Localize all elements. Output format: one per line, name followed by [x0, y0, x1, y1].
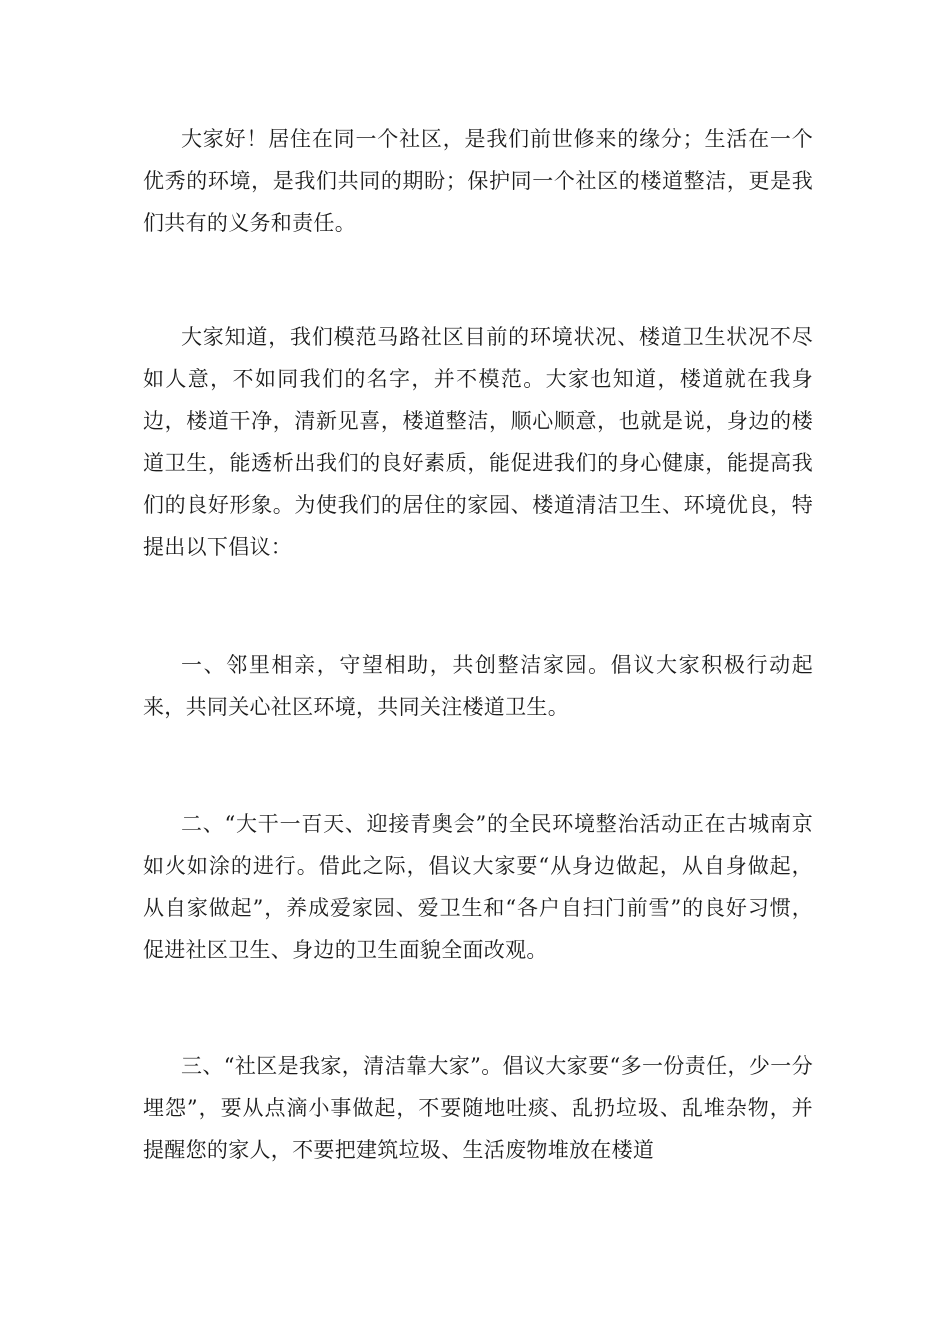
- paragraph-greeting: 大家好！居住在同一个社区，是我们前世修来的缘分；生活在一个优秀的环境，是我们共同的期盼；保护同一个社区的楼道整洁，更是我们共有的义务和责任。: [143, 127, 813, 235]
- paragraph-proposal-3: 三、“社区是我家，清洁靠大家”。倡议大家要“多一份责任，少一分埋怨”，要从点滴小事做起，不要随地吐痰、乱扔垃圾、乱堆杂物，并提醒您的家人，不要把建筑垃圾、生活废物堆放在楼道: [143, 1054, 813, 1162]
- paragraph-proposal-2: 二、“大干一百天、迎接青奥会”的全民环境整治活动正在古城南京如火如涂的进行。借此之际，倡议大家要“从身边做起，从自身做起，从自家做起”，养成爱家园、爱卫生和“各户自扫门前雪”的良好习惯，促进社区卫生、身边的卫生面貌全面改观。: [143, 812, 813, 962]
- paragraph-proposal-1: 一、邻里相亲，守望相助，共创整洁家园。倡议大家积极行动起来，共同关心社区环境，共同关注楼道卫生。: [143, 653, 813, 719]
- paragraph-situation: 大家知道，我们模范马路社区目前的环境状况、楼道卫生状况不尽如人意，不如同我们的名字，并不模范。大家也知道，楼道就在我身边，楼道干净，清新见喜，楼道整洁，顺心顺意，也就是说，身边的楼道卫生，能透析出我们的良好素质，能促进我们的身心健康，能提高我们的良好形象。为使我们的居住的家园、楼道清洁卫生、环境优良，特提出以下倡议：: [143, 325, 813, 559]
